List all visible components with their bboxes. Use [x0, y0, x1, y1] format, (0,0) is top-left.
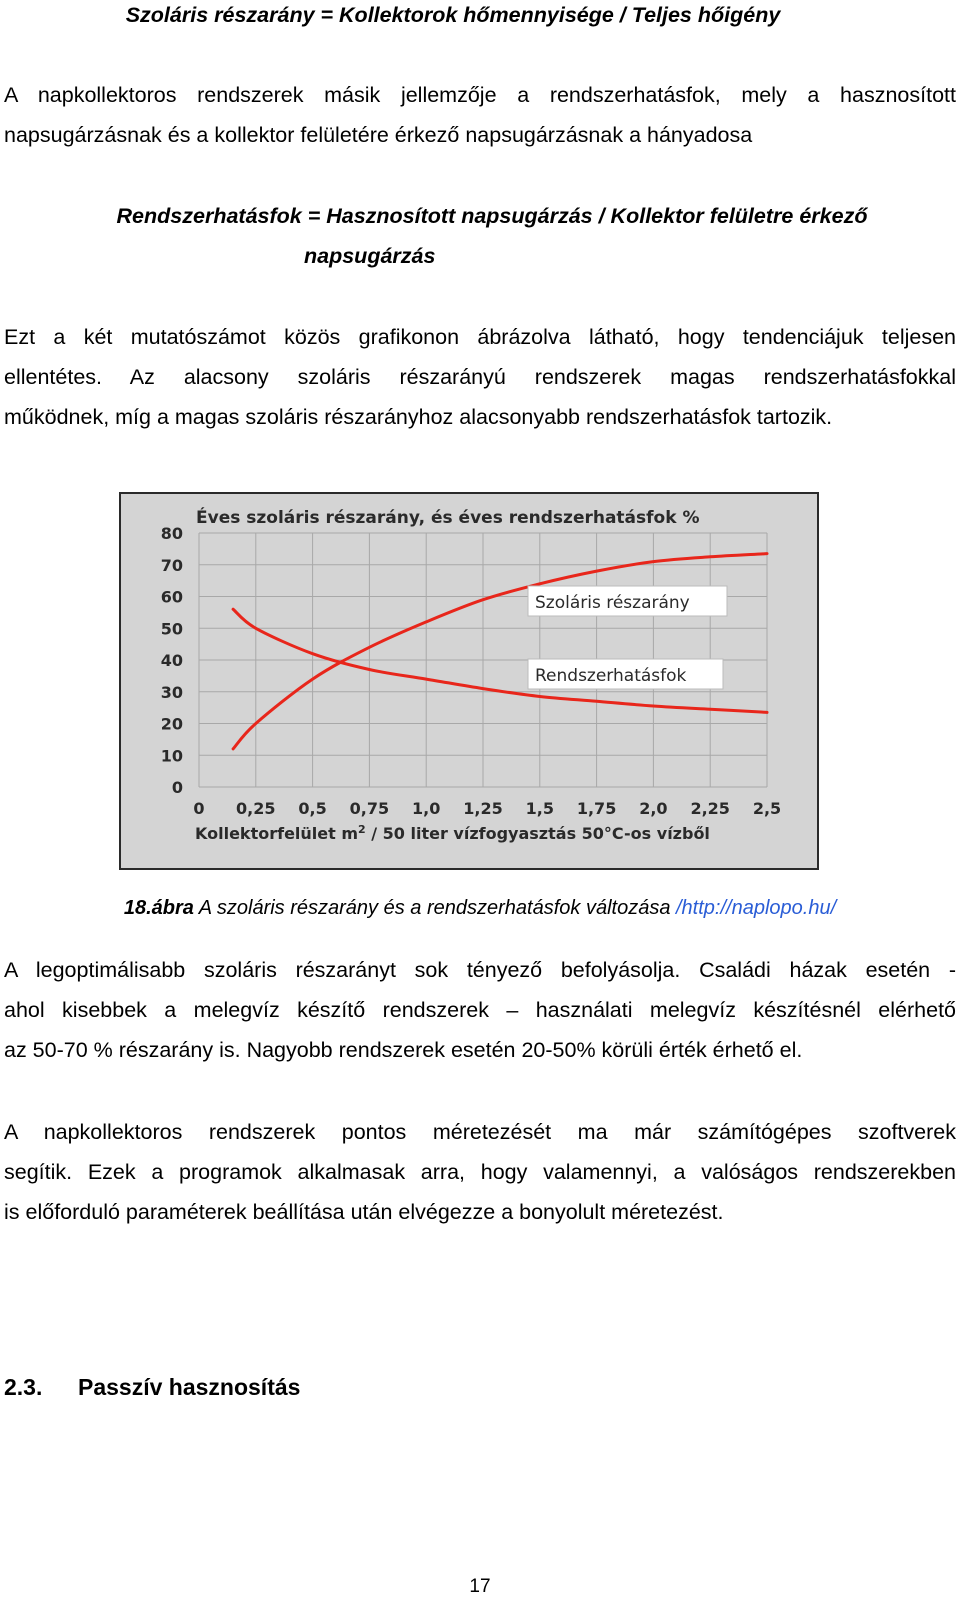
chart-series — [233, 554, 767, 749]
x-tick-label: 1,5 — [525, 799, 554, 818]
formula-solar-fraction: Szoláris részarány = Kollektorok hőmennyisége / Teljes hőigény — [125, 3, 781, 27]
y-tick-label: 80 — [160, 524, 183, 543]
x-tick-label: 2,5 — [752, 799, 782, 818]
caption-number: 18.ábra — [123, 897, 194, 919]
y-tick-label: 20 — [160, 714, 183, 734]
y-tick-label: 0 — [171, 778, 183, 797]
formula-system-efficiency-line-2: napsugárzás — [304, 244, 436, 268]
x-axis-label-sup: 2 — [358, 823, 366, 836]
caption-text: A szoláris részarány és a rendszerhatásfok változása — [193, 897, 676, 919]
y-tick-label: 70 — [160, 555, 183, 575]
paragraph-efficiency-line-2: napsugárzásnak és a kollektor felületére érkező napsugárzásnak a hányadosa — [4, 123, 753, 147]
figure-chart — [119, 492, 819, 870]
page-number: 17 — [469, 1576, 491, 1597]
y-tick-label: 50 — [160, 619, 183, 639]
x-axis-label-pre: Kollektorfelület m — [195, 824, 359, 843]
chart-svg — [121, 494, 817, 868]
paragraph-optimal-line-2: ahol kisebbek a melegvíz készítő rendszerek – használati melegvíz készítésnél elérhető — [4, 998, 956, 1022]
legend-system-efficiency-label: Rendszerhatásfok — [535, 666, 687, 686]
y-tick-label: 10 — [160, 746, 183, 766]
x-axis-label — [195, 823, 710, 843]
paragraph-optimal-line-1: A legoptimálisabb szoláris részarányt sok tényező befolyásolja. Családi házak esetén - — [4, 958, 956, 982]
paragraph-tendency-line-2: ellentétes. Az alacsony szoláris részarányú rendszerek magas rendszerhatásfokkal — [4, 365, 956, 389]
y-tick-labels — [161, 524, 183, 797]
y-tick-label: 40 — [160, 651, 183, 670]
caption-link[interactable]: /http://naplopo.hu/ — [676, 897, 837, 919]
legend-system-efficiency — [528, 659, 723, 689]
paragraph-optimal-line-3: az 50-70 % részarány is. Nagyobb rendszerek esetén 20-50% körüli érték érhető el. — [4, 1038, 803, 1062]
x-tick-label: 0,5 — [298, 799, 327, 818]
x-tick-label: 1,0 — [412, 799, 441, 818]
section-number: 2.3. — [4, 1374, 43, 1400]
series-line-solar-fraction — [233, 554, 767, 749]
y-tick-label: 30 — [160, 682, 183, 702]
paragraph-software-line-1: A napkollektoros rendszerek pontos méretezését ma már számítógépes szoftverek — [4, 1120, 956, 1144]
x-tick-label: 0,75 — [349, 799, 390, 818]
figure-caption — [0, 896, 960, 920]
paragraph-software-line-3: is előforduló paraméterek beállítása után elvégezze a bonyolult méretezést. — [4, 1200, 724, 1224]
paragraph-tendency-line-3: működnek, míg a magas szoláris részarányhoz alacsonyabb rendszerhatásfok tartozik. — [4, 405, 833, 429]
paragraph-efficiency-line-1: A napkollektoros rendszerek másik jellemzője a rendszerhatásfok, mely a hasznosított — [4, 83, 956, 107]
x-tick-label: 1,75 — [576, 799, 617, 818]
formula-system-efficiency-line-1: Rendszerhatásfok = Hasznosított napsugárzás / Kollektor felületre érkező — [116, 204, 868, 228]
legend-solar-fraction-label: Szoláris részarány — [535, 593, 690, 613]
x-tick-label: 1,25 — [463, 799, 503, 818]
paragraph-tendency-line-1: Ezt a két mutatószámot közös grafikonon ábrázolva látható, hogy tendenciájuk teljesen — [4, 325, 956, 349]
x-tick-labels — [193, 799, 781, 818]
section-title: Passzív hasznosítás — [78, 1374, 301, 1400]
x-tick-label: 2,0 — [639, 799, 668, 818]
chart-title: Éves szoláris részarány, és éves rendszerhatásfok % — [196, 508, 700, 528]
legend-solar-fraction — [528, 586, 727, 616]
y-tick-label: 60 — [160, 587, 183, 607]
paragraph-software-line-2: segítik. Ezek a programok alkalmasak arra, hogy valamennyi, a valóságos rendszerekben — [4, 1160, 956, 1184]
x-tick-label: 2,25 — [690, 799, 730, 818]
x-tick-label: 0,25 — [236, 799, 276, 818]
x-tick-label: 0 — [193, 799, 205, 818]
x-axis-label-post: / 50 liter vízfogyasztás 50°C-os vízből — [365, 824, 710, 843]
